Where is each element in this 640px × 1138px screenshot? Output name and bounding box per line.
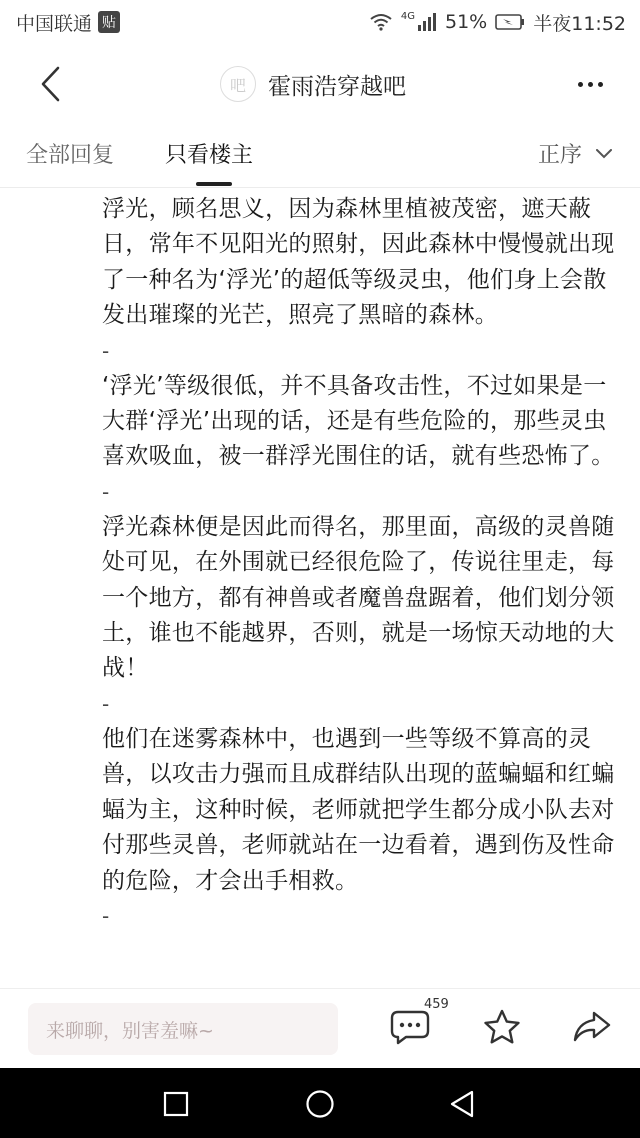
sort-dropdown[interactable] [538,138,612,169]
bottom-action-bar [0,988,640,1068]
recent-apps-button[interactable] [160,1088,192,1120]
paragraph-separator: - [102,691,110,716]
system-nav-bar [0,1068,640,1138]
comment-count-badge: 459 [424,997,449,1012]
paragraph-separator: - [102,903,110,928]
post-paragraph: 浮光森林便是因此而得名，那里面，高级的灵兽随处可见，在外围就已经很危险了，传说往里走，每一个地方，都有神兽或者魔兽盘踞着，他们划分领土，谁也不能越界，否则，就是一场惊天动地的大战！ [102,513,615,682]
battery-icon [495,14,525,30]
post-content [102,192,622,988]
favorite-button[interactable] [480,1005,524,1049]
more-icon-dot [598,82,603,87]
chevron-down-icon [596,149,612,159]
forum-avatar: 吧 [220,66,256,102]
paragraph-separator: - [102,338,110,363]
forum-header[interactable] [220,62,406,106]
status-left [16,9,120,36]
post-paragraph: 浮光，顾名思义，因为森林里植被茂密，遮天蔽日，常年不见阳光的照射，因此森林中慢慢就出现了一种名为‘浮光’的超低等级灵虫，他们身上会散发出璀璨的光芒，照亮了黑暗的森林。 [102,196,615,329]
more-icon-dot [588,82,593,87]
post-paragraph: ‘浮光’等级很低，并不具备攻击性，不过如果是一大群‘浮光’出现的话，还是有些危险的，那些灵虫喜欢吸血，被一群浮光围住的话，就有些恐怖了。 [102,372,615,470]
tab-active-indicator [196,182,232,186]
battery-percent: 51% [445,11,488,33]
clock: 半夜11:52 [533,12,626,35]
signal-icon [400,10,437,31]
tab-owner-only[interactable]: 只看楼主 [165,143,254,168]
circle-icon [305,1089,335,1119]
forum-title: 霍雨浩穿越吧 [268,73,406,100]
wifi-icon [369,13,393,31]
paragraph-separator: - [102,479,110,504]
more-icon [578,82,583,87]
sort-label: 正序 [537,143,582,168]
share-button[interactable] [570,1005,614,1049]
status-bar [0,0,640,44]
triangle-back-icon [448,1089,476,1119]
home-button[interactable] [304,1088,336,1120]
carrier-badge: 贴 [98,11,120,33]
more-options-button[interactable] [570,62,610,106]
filter-tabs [0,124,640,188]
comment-input[interactable]: 来聊聊，别害羞嘛~ [28,1003,338,1055]
tab-all-replies[interactable]: 全部回复 [26,143,115,168]
back-button[interactable] [30,62,70,106]
network-type: 4G [400,10,415,22]
post-paragraph: 他们在迷雾森林中，也遇到一些等级不算高的灵兽，以攻击力强而且成群结队出现的蓝蝙蝠和红蝙蝠为主，这种时候，老师就把学生都分成小队去对付那些灵兽，老师就站在一边看着，遇到伤及性命的危险，才会出手相救。 [102,725,615,894]
carrier-name: 中国联通 [16,12,93,35]
comment-icon [390,1009,430,1045]
status-right [369,9,626,36]
system-back-button[interactable] [446,1088,478,1120]
nav-bar [0,44,640,124]
square-icon [163,1091,189,1117]
chevron-left-icon [39,66,61,102]
share-icon [572,1009,612,1045]
star-icon [482,1008,522,1046]
